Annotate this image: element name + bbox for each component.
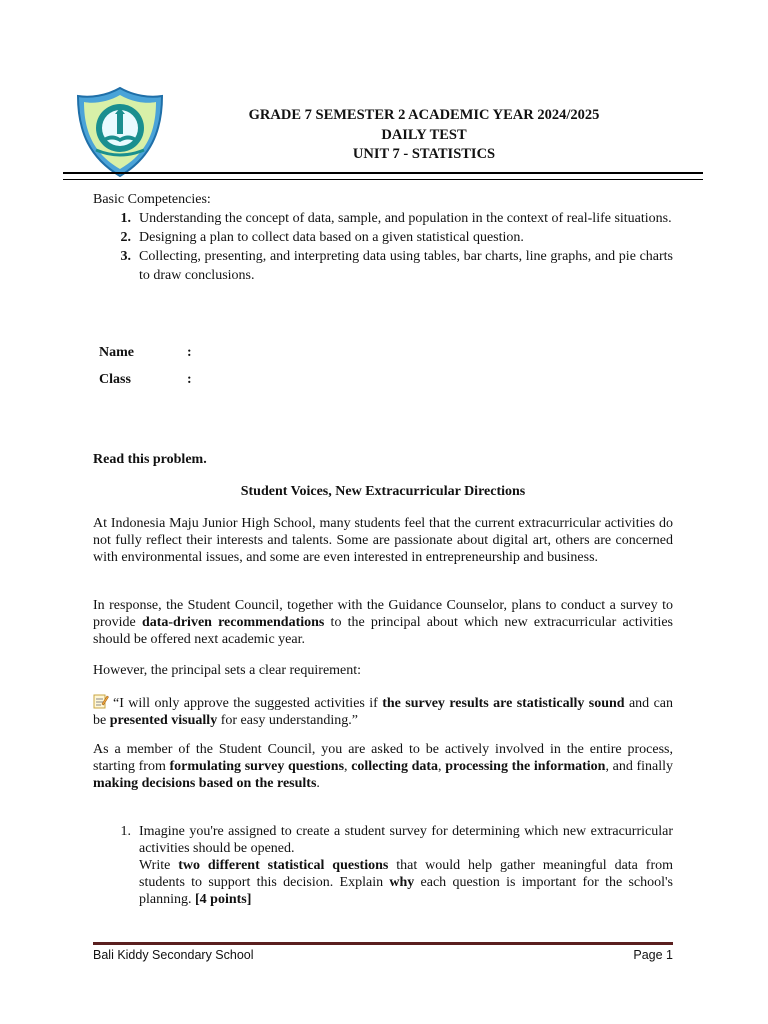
- competencies-list: [93, 209, 673, 285]
- problem-paragraph-2: In response, the Student Council, together with the Guidance Counselor, plans to conduct a survey to provide data-driven recommendations to the principal about which new extracurricular activities should be offered next academic year.: [93, 598, 673, 647]
- header-unit-line: UNIT 7 - STATISTICS: [352, 146, 496, 162]
- basic-competencies: [93, 190, 673, 285]
- question-number: 1.: [120, 824, 131, 839]
- footer-page-number: Page 1: [633, 948, 673, 962]
- problem-intro: Read this problem.: [93, 452, 207, 467]
- competency-item: 1. Understanding the concept of data, sample, and population in the context of real-life situations.: [120, 211, 672, 226]
- principal-quote: “I will only approve the suggested activities if the survey results are statistically sound and can be presented visually for easy understanding.”: [93, 693, 673, 729]
- memo-icon: [93, 693, 109, 709]
- problem-title: Student Voices, New Extracurricular Directions: [240, 484, 526, 499]
- footer-divider: [93, 942, 673, 945]
- competencies-heading: Basic Competencies:: [93, 192, 211, 207]
- class-field: [99, 372, 192, 388]
- question-1: [93, 823, 673, 908]
- class-label: Class: [99, 372, 131, 387]
- problem-paragraph-1: At Indonesia Maju Junior High School, many students feel that the current extracurricular activities do not fully reflect their interests and talents. Some are passionate about digital art, others are concerned with environmental issues, and some are even interested in entrepreneurship and business.: [93, 516, 673, 565]
- header-divider-thick: [63, 172, 703, 174]
- header-divider-thin: [63, 179, 703, 180]
- document-header: [200, 106, 648, 165]
- question-text: Imagine you're assigned to create a student survey for determining which new extracurricular activities should be opened. Write two different statistical questions that would help gather meaningful data from students to support this decision. Explain why each question is important for the school's planning. [4 points]: [139, 824, 673, 907]
- school-shield-logo-icon: [74, 86, 166, 178]
- name-label: Name: [99, 345, 134, 360]
- competency-item: 2. Designing a plan to collect data based on a given statistical question.: [120, 230, 524, 245]
- header-test-line: DAILY TEST: [381, 126, 467, 143]
- competency-item: 3. Collecting, presenting, and interpreting data using tables, bar charts, line graphs, and pie charts to draw conclusions.: [120, 249, 673, 283]
- name-colon: :: [187, 345, 192, 360]
- page-footer: [93, 948, 673, 962]
- name-field: [99, 345, 192, 361]
- problem-paragraph-5: As a member of the Student Council, you are asked to be actively involved in the entire process, starting from formulating survey questions, collecting data, processing the information, and finally making decisions based on the results.: [93, 742, 674, 791]
- class-colon: :: [187, 372, 192, 387]
- footer-school-name: Bali Kiddy Secondary School: [93, 948, 254, 962]
- header-grade-line: GRADE 7 SEMESTER 2 ACADEMIC YEAR 2024/2025: [248, 107, 600, 123]
- problem-paragraph-3: However, the principal sets a clear requirement:: [93, 663, 362, 678]
